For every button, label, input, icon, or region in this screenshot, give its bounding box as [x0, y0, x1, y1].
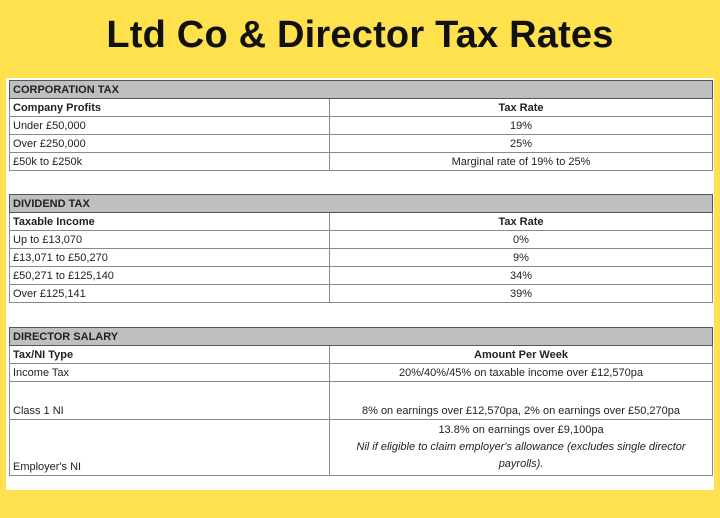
table-row — [10, 420, 713, 476]
column-header: Tax Rate — [330, 213, 713, 231]
row-value: 9% — [330, 249, 713, 267]
column-header: Taxable Income — [10, 213, 330, 231]
row-label: Income Tax — [10, 364, 330, 382]
column-header: Company Profits — [10, 99, 330, 117]
director-salary-table — [9, 327, 713, 476]
table-row — [10, 364, 713, 382]
table-row — [10, 382, 713, 420]
page-title: Ltd Co & Director Tax Rates — [106, 14, 614, 56]
section-header: DIVIDEND TAX — [10, 195, 713, 213]
tax-rates-sheet — [6, 78, 714, 490]
row-value: 39% — [330, 285, 713, 303]
row-value: 34% — [330, 267, 713, 285]
row-value: 20%/40%/45% on taxable income over £12,570pa — [330, 364, 713, 382]
row-label: Under £50,000 — [10, 117, 330, 135]
corporation-tax-table — [9, 80, 713, 171]
row-value — [330, 420, 713, 476]
table-row — [10, 267, 713, 285]
row-value: 25% — [330, 135, 713, 153]
table-row — [10, 135, 713, 153]
column-header: Amount Per Week — [330, 346, 713, 364]
row-label: Employer's NI — [10, 420, 330, 476]
row-label: Over £125,141 — [10, 285, 330, 303]
row-value: 8% on earnings over £12,570pa, 2% on earnings over £50,270pa — [330, 382, 713, 420]
row-value: 19% — [330, 117, 713, 135]
section-header: DIRECTOR SALARY — [10, 328, 713, 346]
row-label: Up to £13,070 — [10, 231, 330, 249]
row-value: Marginal rate of 19% to 25% — [330, 153, 713, 171]
table-row — [10, 285, 713, 303]
row-value: 0% — [330, 231, 713, 249]
table-row — [10, 153, 713, 171]
row-label: £50k to £250k — [10, 153, 330, 171]
row-label: Class 1 NI — [10, 382, 330, 420]
table-row — [10, 231, 713, 249]
section-header: CORPORATION TAX — [10, 81, 713, 99]
row-label: £50,271 to £125,140 — [10, 267, 330, 285]
column-header: Tax/NI Type — [10, 346, 330, 364]
row-label: Over £250,000 — [10, 135, 330, 153]
employers-ni-note: Nil if eligible to claim employer's allowance (excludes single director payrolls). — [356, 441, 686, 470]
table-row — [10, 249, 713, 267]
row-label: £13,071 to £50,270 — [10, 249, 330, 267]
table-row — [10, 117, 713, 135]
column-header: Tax Rate — [330, 99, 713, 117]
dividend-tax-table — [9, 194, 713, 303]
employers-ni-rate: 13.8% on earnings over £9,100pa — [438, 424, 604, 436]
